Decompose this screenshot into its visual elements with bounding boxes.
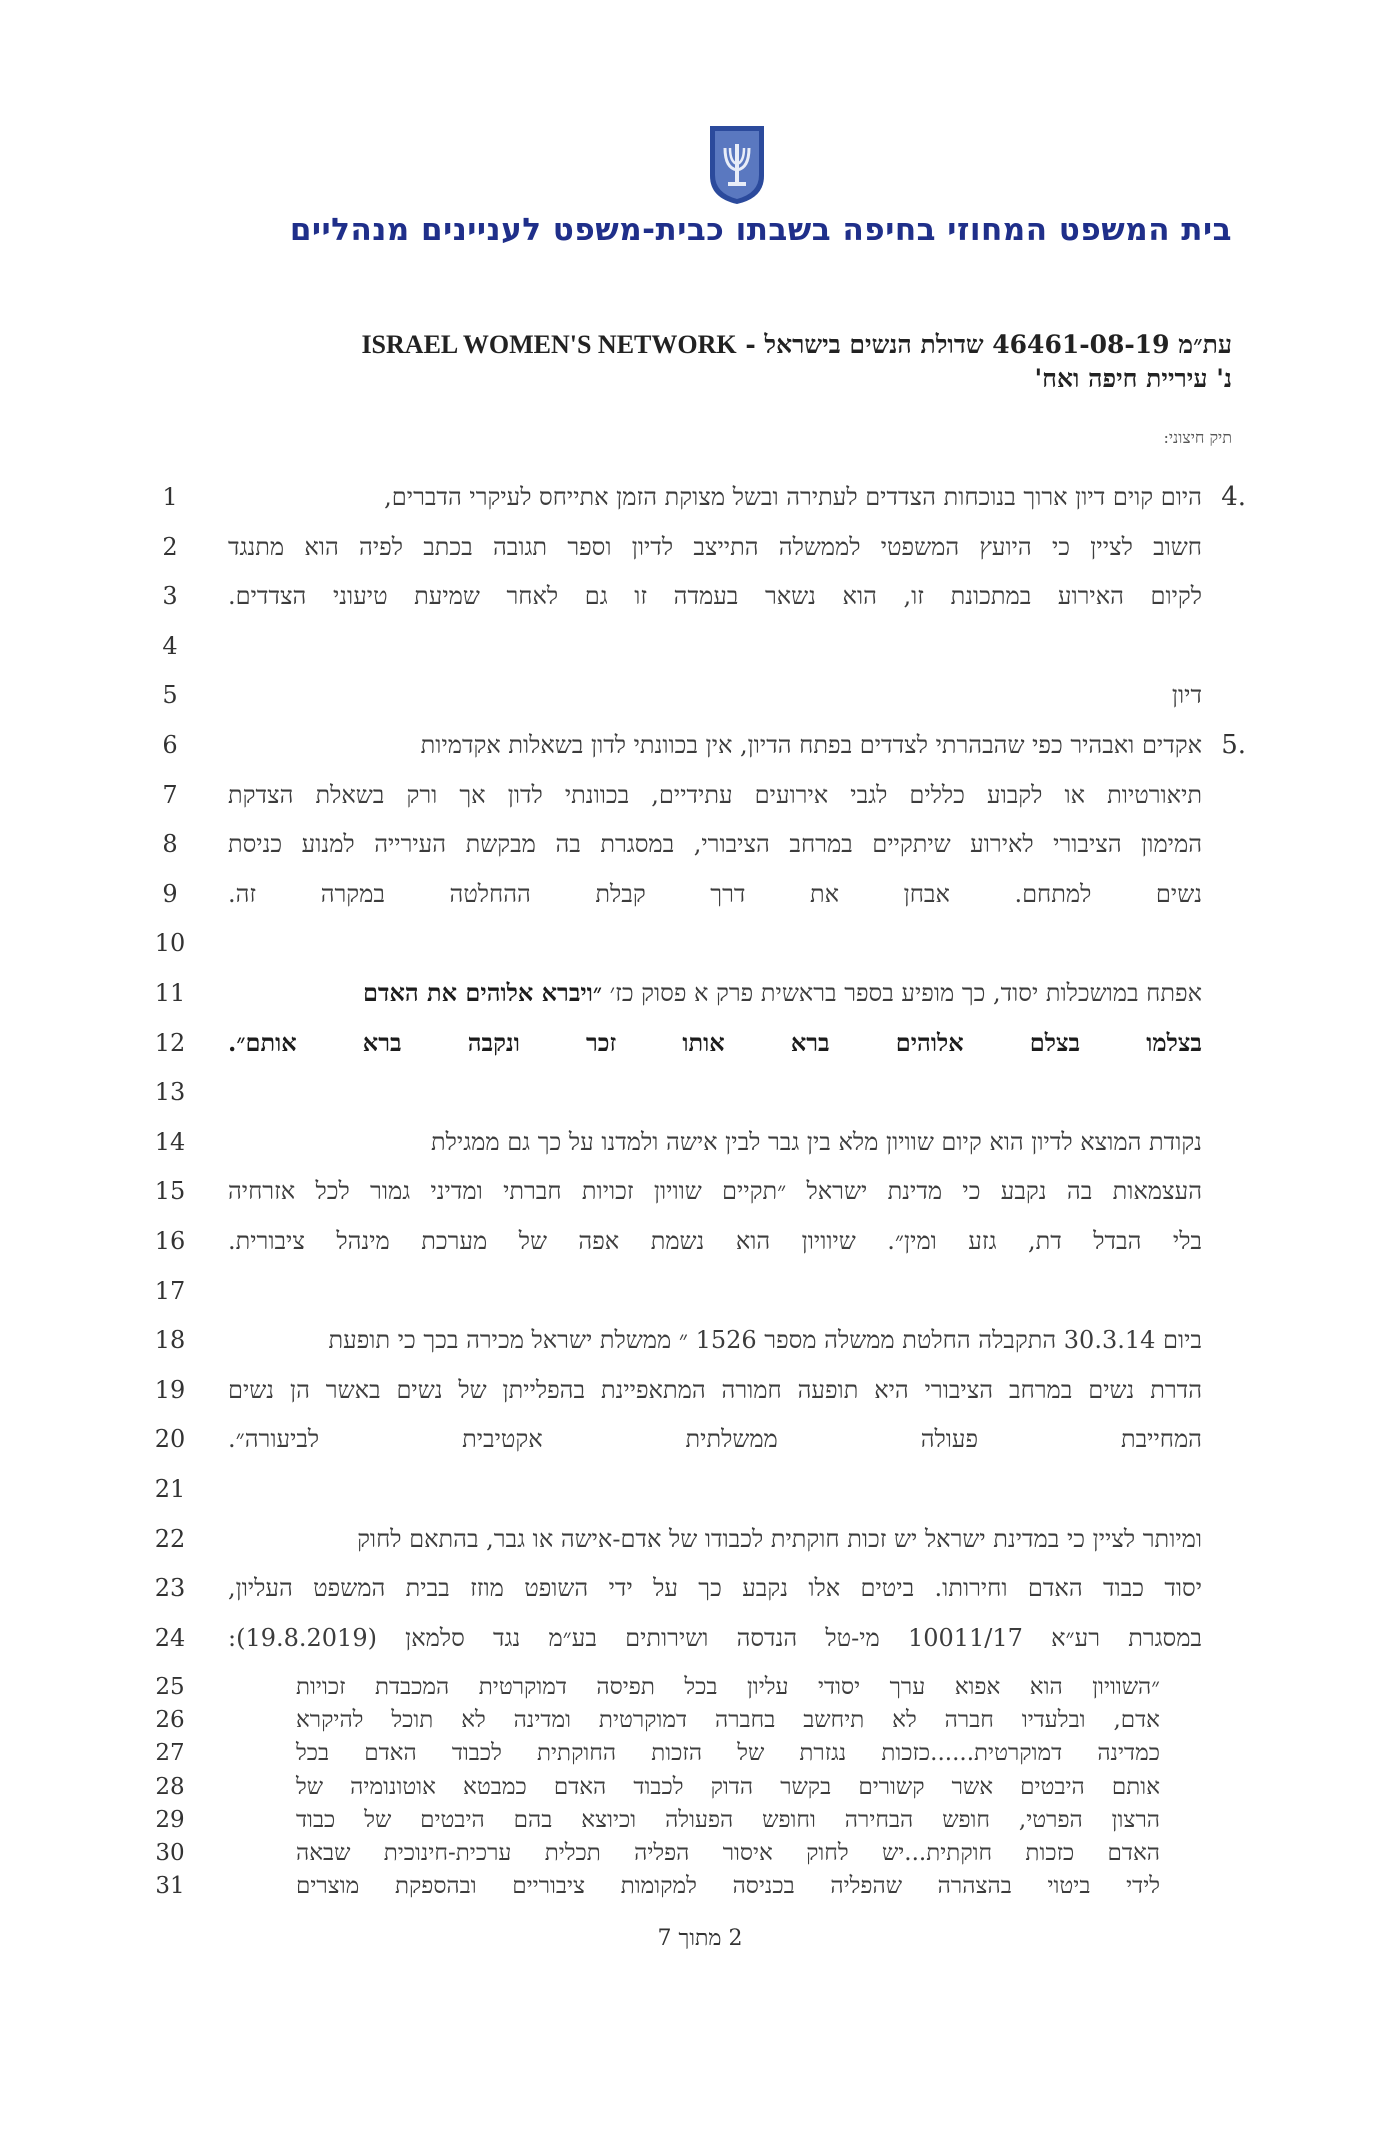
text-line xyxy=(228,780,1202,810)
quote-line: האדם כזכות חוקתית...יש לחוק איסור הפליה תכלית ערכית-חינוכית שבאה xyxy=(296,1840,1160,1866)
line-number: 31 xyxy=(155,1873,185,1899)
line-number: 22 xyxy=(154,1525,186,1553)
file-label: תיק חיצוני: xyxy=(1163,428,1232,447)
line-number: 20 xyxy=(154,1425,186,1453)
text-line xyxy=(228,1623,1202,1653)
line-number: 14 xyxy=(154,1128,186,1156)
text-line xyxy=(228,829,1202,859)
line-number: 2 xyxy=(162,533,178,561)
line-number: 5 xyxy=(162,681,178,709)
case-line-1 xyxy=(260,328,1232,362)
line-number: 12 xyxy=(154,1029,186,1057)
quote-line: ״השוויון הוא אפוא ערך יסודי עליון בכל תפיסה דמוקרטית המכבדת זכויות xyxy=(296,1674,1160,1700)
line-number: 30 xyxy=(155,1840,185,1866)
text-line xyxy=(228,532,1202,562)
text-line-content: ביום 30.3.14 התקבלה החלטת ממשלה מספר 1526 ״ ממשלת ישראל מכירה בכך כי תופעת xyxy=(328,1326,1202,1354)
text-line xyxy=(228,1226,1202,1256)
text-line-content: אקדים ואבהיר כפי שהבהרתי לצדדים בפתח הדיון, אין בכוונתי לדון בשאלות אקדמיות xyxy=(420,731,1202,759)
line-number: 10 xyxy=(154,929,186,957)
text-line xyxy=(228,879,1202,909)
emphasized-quote: בצלמו בצלם אלוהים ברא אותו זכר ונקבה ברא אותם״. xyxy=(228,1028,1202,1057)
text-line xyxy=(228,1424,1202,1454)
text-line xyxy=(228,1573,1202,1603)
line-number: 17 xyxy=(154,1277,186,1305)
text-line xyxy=(228,978,1202,1008)
line-number: 25 xyxy=(155,1674,185,1700)
line-number: 27 xyxy=(155,1740,185,1766)
case-line-he: עת״מ 46461-08-19 שדולת הנשים בישראל - xyxy=(736,330,1232,359)
line-number: 4 xyxy=(162,632,178,660)
text-line-content: העצמאות בה נקבע כי מדינת ישראל ״תקיים שוויון זכויות חברתי ומדיני גמור לכל אזרחיה xyxy=(228,1177,1202,1205)
text-line-content: במסגרת רע״א 10011/17 מי-טל הנדסה ושירותים בע״מ נגד סלמאן (19.8.2019): xyxy=(228,1624,1202,1652)
quote-line: לידי ביטוי בהצהרה שהפליה בכניסה למקומות ציבוריים ובהספקת מוצרים xyxy=(296,1873,1160,1899)
page-number: 2 מתוך 7 xyxy=(657,1926,743,1951)
line-number: 8 xyxy=(162,830,178,858)
text-line-content: לקיום האירוע במתכונת זו, הוא נשאר בעמדה זו גם לאחר שמיעת טיעוני הצדדים. xyxy=(228,582,1202,610)
text-line xyxy=(228,1375,1202,1405)
line-number: 11 xyxy=(154,979,186,1007)
line-number: 16 xyxy=(154,1227,186,1255)
emphasized-quote: ״ויברא אלוהים את האדם xyxy=(362,978,602,1007)
text-line xyxy=(228,1524,1202,1554)
text-line xyxy=(228,1325,1202,1355)
text-line xyxy=(228,730,1202,760)
text-line-content: היום קוים דיון ארוך בנוכחות הצדדים לעתירה ובשל מצוקת הזמן אתייחס לעיקרי הדברים, xyxy=(384,483,1202,511)
line-number: 28 xyxy=(155,1774,185,1800)
case-line-en: ISRAEL WOMEN'S NETWORK xyxy=(361,330,737,359)
line-number: 6 xyxy=(162,731,178,759)
line-number: 23 xyxy=(154,1574,186,1602)
line-number: 9 xyxy=(162,880,178,908)
line-number: 19 xyxy=(154,1376,186,1404)
text-line-content: הדרת נשים במרחב הציבורי היא תופעה חמורה המתאפיינת בהפלייתן של נשים באשר הן נשים xyxy=(228,1376,1203,1404)
text-line xyxy=(228,1127,1202,1157)
text-line-content: תיאורטיות או לקבוע כללים לגבי אירועים עתידיים, בכוונתי לדון אך ורק בשאלת הצדקת xyxy=(228,781,1202,809)
line-number: 3 xyxy=(162,582,178,610)
text-line xyxy=(228,1028,1202,1058)
quote-line: כמדינה דמוקרטית......כזכות נגזרת של הזכות החוקתית לכבוד האדם בכל xyxy=(296,1740,1160,1766)
text-line-content: אפתח במושכלות יסוד, כך מופיע בספר בראשית פרק א פסוק כז׳ xyxy=(601,979,1202,1007)
line-number: 18 xyxy=(154,1326,186,1354)
line-number: 26 xyxy=(155,1707,185,1733)
text-line-content: נשים למתחם. אבחן את דרך קבלת ההחלטה במקרה זה. xyxy=(228,880,1202,908)
line-number: 1 xyxy=(162,483,178,511)
text-line-content: המחייבת פעולה ממשלתית אקטיבית לביעורה״. xyxy=(228,1425,1202,1453)
text-line-content: חשוב לציין כי היועץ המשפטי לממשלה התייצב לדיון וספר תגובה בכתב לפיה הוא מתנגד xyxy=(228,533,1202,561)
line-number: 15 xyxy=(154,1177,186,1205)
line-number: 21 xyxy=(154,1475,186,1503)
quote-line: אותם היבטים אשר קשורים בקשר הדוק לכבוד האדם כמבטא אוטונומיה של xyxy=(296,1774,1160,1800)
text-line xyxy=(228,482,1202,512)
quote-line: אדם, ובלעדיו חברה לא תיחשב בחברה דמוקרטית ומדינה לא תוכל להיקרא xyxy=(296,1707,1160,1733)
text-line-content: בלי הבדל דת, גזע ומין״. שיוויון הוא נשמת אפה של מערכת מינהל ציבורית. xyxy=(228,1227,1202,1255)
case-line-2: נ' עיריית חיפה ואח' xyxy=(1034,364,1232,393)
paragraph-number: 4. xyxy=(1221,482,1246,512)
case-header xyxy=(260,328,1232,396)
text-line-content: יסוד כבוד האדם וחירותו. ביטים אלו נקבע כך על ידי השופט מוזז בבית המשפט העליון, xyxy=(228,1574,1202,1602)
text-line-content: נקודת המוצא לדיון הוא קיום שוויון מלא בין גבר לבין אישה ולמדנו על כך גם ממגילת xyxy=(431,1128,1202,1156)
text-line xyxy=(228,581,1202,611)
quote-line: הרצון הפרטי, חופש הבחירה וחופש הפעולה וכיוצא בהם היבטים של כבוד xyxy=(296,1807,1160,1833)
paragraph-number: 5. xyxy=(1221,730,1246,760)
line-number: 7 xyxy=(162,781,178,809)
line-number: 13 xyxy=(154,1078,186,1106)
line-number: 29 xyxy=(155,1807,185,1833)
court-title: בית המשפט המחוזי בחיפה בשבתו כבית-משפט לעניינים מנהליים xyxy=(289,212,1232,248)
state-emblem-icon xyxy=(706,124,768,206)
line-number: 24 xyxy=(154,1624,186,1652)
text-line xyxy=(228,680,1202,710)
text-line-content: דיון xyxy=(1171,681,1202,709)
text-line xyxy=(228,1176,1202,1206)
text-line-content: המימון הציבורי לאירוע שיתקיים במרחב הציבורי, במסגרת בה מבקשת העירייה למנוע כניסת xyxy=(228,830,1202,858)
text-line-content: ומיותר לציין כי במדינת ישראל יש זכות חוקתית לכבודו של אדם-אישה או גבר, בהתאם לחוק xyxy=(357,1525,1202,1553)
